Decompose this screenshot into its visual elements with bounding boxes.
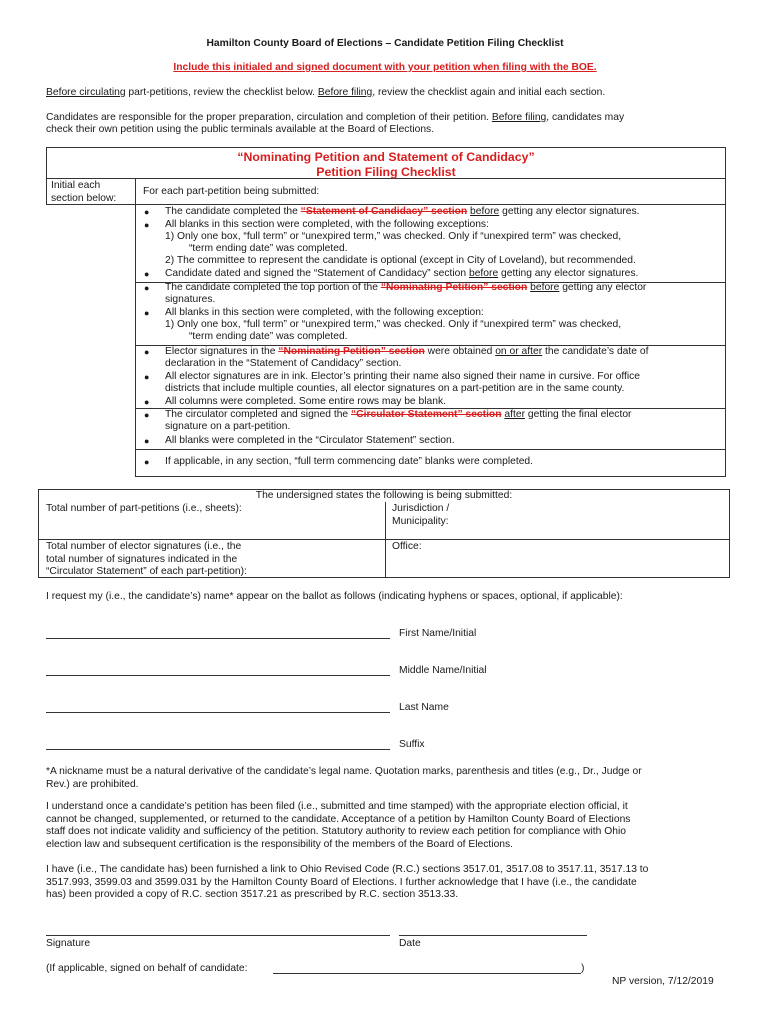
checklist-item: The circulator completed and signed the “Circulator Statement” section after getting the final elector [165, 409, 632, 420]
checklist-item-continued: signature on a part-petition. [165, 421, 291, 432]
bullet-icon: ● [144, 397, 150, 407]
bullet-icon: ● [144, 283, 150, 293]
nickname-note: *A nickname must be a natural derivative of the candidate’s legal name. Quotation marks, parenthesis and titles (e.g., Dr., Judge or Rev.) are prohibited. [46, 766, 642, 790]
bullet-icon: ● [144, 308, 150, 318]
checklist-exception: 1) Only one box, “full term” or “unexpired term,” was checked. Only if “unexpired term” was checked, [165, 319, 622, 330]
middle-name-line[interactable] [46, 675, 390, 676]
on-behalf-close: ) [581, 963, 585, 974]
checklist-exception: “term ending date” was completed. [189, 331, 348, 342]
checklist-item: The candidate completed the top portion of the “Nominating Petition” section before getting any elector [165, 282, 647, 293]
first-name-label: First Name/Initial [399, 628, 477, 639]
bullet-icon: ● [144, 372, 150, 382]
page-title: Hamilton County Board of Elections – Candidate Petition Filing Checklist [206, 38, 564, 49]
checklist-item-continued: signatures. [165, 294, 216, 305]
initial-label: Initial each section below: [51, 180, 117, 204]
furnished-paragraph: I have (i.e., The candidate has) been furnished a link to Ohio Revised Code (R.C.) sections 3517.01, 3517.08 to 3517.11, 3517.13 to 3517.993, 3599.03 and 3599.031 by the Hamilton County Board of Elections. I further acknowledge that I have (i.e., the candidate has) been provided a copy of R.C. section 3517.21 as prescribed by R.C. section 3513.33. [46, 864, 649, 901]
checklist-item: All blanks in this section were completed, with the following exceptions: [165, 219, 489, 230]
signature-line[interactable] [46, 935, 390, 936]
last-name-label: Last Name [399, 702, 449, 713]
checklist-item-continued: districts that include multiple counties, all elector signatures on a part-petition are in the same county. [165, 383, 625, 394]
bullet-icon: ● [144, 269, 150, 279]
total-signatures-label: Total number of elector signatures (i.e., the total number of signatures indicated in the “Circulator Statement” of each part-petition): [46, 541, 247, 578]
intro-paragraph-2-line-2: check their own petition using the public terminals available at the Board of Elections. [46, 124, 435, 135]
date-label: Date [399, 938, 421, 949]
checklist-title: “Nominating Petition and Statement of Candidacy” Petition Filing Checklist [237, 150, 535, 179]
suffix-line[interactable] [46, 749, 390, 750]
for-each-label: For each part-petition being submitted: [143, 186, 320, 197]
checklist-item: All blanks were completed in the “Circulator Statement” section. [165, 435, 455, 446]
jurisdiction-label: Jurisdiction / Municipality: [392, 503, 450, 527]
checklist-item: The candidate completed the “Statement of Candidacy” section before getting any elector signatures. [165, 206, 640, 217]
intro-paragraph-2: Candidates are responsible for the proper preparation, circulation and completion of their petition. Before filing, candidates may [46, 112, 625, 123]
acknowledgement-paragraph: I understand once a candidate’s petition has been filed (i.e., submitted and time stamped) with the appropriate election official, it cannot be changed, supplemented, or returned to the candidate. Acceptance of a petition by Hamilton County Board of Elections staff does not indicate validity and sufficiency of the petition. Statutory authority to review each petition for compliance with Ohio election law and subsequent certification is the responsibility of the members of the Board of Elections. [46, 801, 631, 850]
office-label: Office: [392, 541, 422, 552]
bullet-icon: ● [144, 410, 150, 420]
checklist-exception: “term ending date” was completed. [189, 243, 348, 254]
checklist-item-continued: declaration in the “Statement of Candidacy” section. [165, 358, 402, 369]
checklist-exception: 1) Only one box, “full term” or “unexpired term,” was checked. Only if “unexpired term” was checked, [165, 231, 622, 242]
suffix-label: Suffix [399, 739, 425, 750]
filing-notice: Include this initialed and signed document with your petition when filing with the BOE. [173, 62, 597, 73]
checklist-item: All columns were completed. Some entire rows may be blank. [165, 396, 446, 407]
on-behalf-label: (If applicable, signed on behalf of candidate: [46, 963, 248, 974]
name-request-intro: I request my (i.e., the candidate’s) name* appear on the ballot as follows (indicating hyphens or spaces, optional, if applicable): [46, 591, 623, 602]
date-line[interactable] [399, 935, 587, 936]
last-name-line[interactable] [46, 712, 390, 713]
signature-label: Signature [46, 938, 91, 949]
bullet-icon: ● [144, 347, 150, 357]
on-behalf-line[interactable] [273, 973, 581, 974]
bullet-icon: ● [144, 220, 150, 230]
middle-name-label: Middle Name/Initial [399, 665, 487, 676]
checklist-item: Elector signatures in the “Nominating Petition” section were obtained on or after the candidate’s date of [165, 346, 649, 357]
first-name-line[interactable] [46, 638, 390, 639]
bullet-icon: ● [144, 457, 150, 467]
checklist-item: All blanks in this section were completed, with the following exception: [165, 307, 484, 318]
checklist-item: If applicable, in any section, “full term commencing date” blanks were completed. [165, 456, 534, 467]
checklist-item: Candidate dated and signed the “Statement of Candidacy” section before getting any elector signatures. [165, 268, 639, 279]
checklist-item: All elector signatures are in ink. Elector’s printing their name also signed their name in cursive. For office [165, 371, 641, 382]
submission-heading: The undersigned states the following is being submitted: [255, 490, 513, 501]
intro-paragraph-1: Before circulating part-petitions, review the checklist below. Before filing, review the checklist again and initial each section. [46, 87, 606, 98]
checklist-exception: 2) The committee to represent the candidate is optional (except in City of Loveland), but recommended. [165, 255, 636, 266]
total-part-petitions-label: Total number of part-petitions (i.e., sheets): [46, 503, 242, 514]
version-label: NP version, 7/12/2019 [612, 976, 714, 987]
bullet-icon: ● [144, 436, 150, 446]
bullet-icon: ● [144, 207, 150, 217]
